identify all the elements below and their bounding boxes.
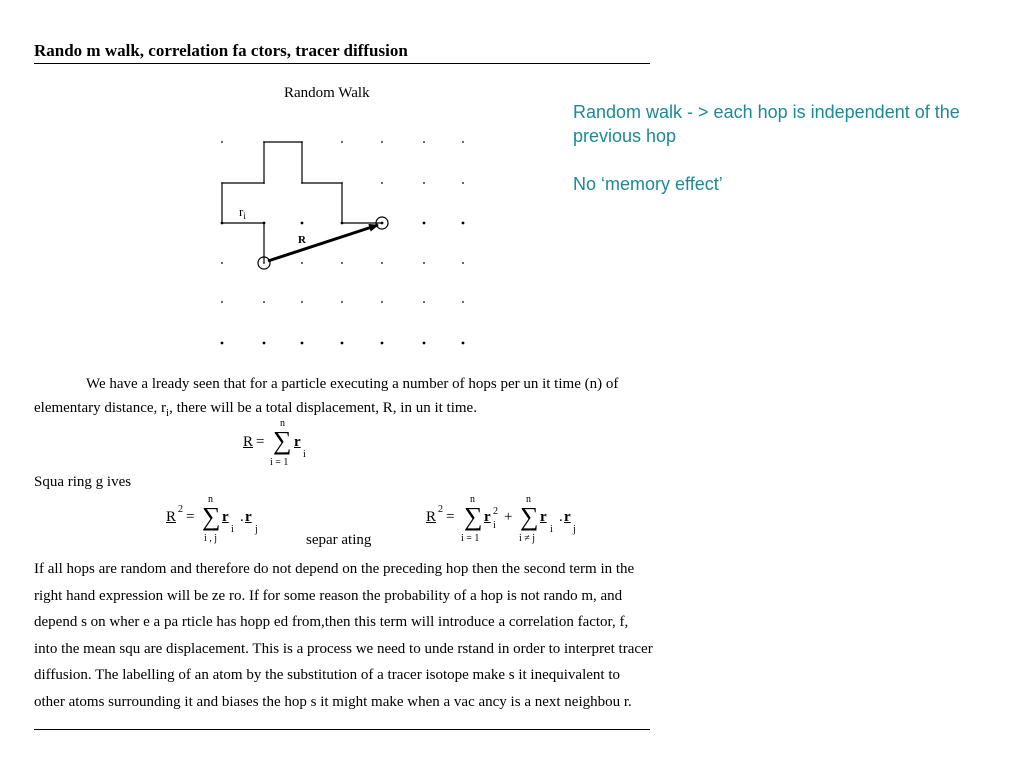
lattice-point xyxy=(221,342,224,345)
lattice-point xyxy=(462,301,464,303)
lattice-point xyxy=(301,342,304,345)
lattice-point xyxy=(381,182,383,184)
lattice-point xyxy=(462,342,465,345)
lattice-points xyxy=(221,141,465,344)
lattice-point xyxy=(221,301,223,303)
lattice-point xyxy=(301,301,303,303)
lattice-point xyxy=(423,342,426,345)
lattice-point xyxy=(462,222,465,225)
side-note-independent: Random walk - > each hop is independent of the previous hop xyxy=(573,102,960,146)
lattice-point xyxy=(381,342,384,345)
summation-symbol: ∑ xyxy=(520,502,539,531)
summation-symbol: ∑ xyxy=(464,502,483,531)
displacement-arrow xyxy=(268,225,378,261)
lattice-point xyxy=(301,222,304,225)
separating-label: separ ating xyxy=(306,532,372,548)
side-note-memory: No ‘memory effect’ xyxy=(573,174,723,194)
side-notes xyxy=(573,100,973,196)
lattice-point xyxy=(423,262,425,264)
lattice-point xyxy=(221,141,223,143)
lattice-point xyxy=(341,141,343,143)
summation-symbol: ∑ xyxy=(202,502,221,531)
lattice-point xyxy=(381,141,383,143)
lattice-point xyxy=(341,342,344,345)
lattice-point xyxy=(263,301,265,303)
displacement-label: R xyxy=(298,234,306,246)
lattice-point xyxy=(301,262,303,264)
lattice-point xyxy=(341,262,343,264)
paragraph-correlation: If all hops are random and therefore do not depend on the preceding hop then the second term in the right hand expression will be ze ro. If for some reason the probability of a hop is not rando m, and depend s on wher e a pa rticle has hopp ed from,then this term will introduce a correlation factor, f, into the mean squ are displacement. This is a process we need to unde rstand in order to interpret tracer diffusion. The labelling of an atom by the substitution of a tracer isotope make s it inequivalent to other atoms surrounding it and biases the hop s it might make when a vac ancy is a next neighbou r. xyxy=(34,561,653,710)
lattice-point xyxy=(423,141,425,143)
lattice-point xyxy=(462,182,464,184)
bottom-rule xyxy=(34,729,650,730)
lattice-point xyxy=(381,301,383,303)
lattice-point xyxy=(462,141,464,143)
squaring-label: Squa ring g ives xyxy=(34,474,132,490)
lattice-point xyxy=(381,262,383,264)
lattice-point xyxy=(423,182,425,184)
lattice-point xyxy=(221,262,223,264)
hop-label: $r_i$ xyxy=(239,204,246,221)
lattice-point xyxy=(423,301,425,303)
lattice-point xyxy=(341,301,343,303)
summation-symbol: ∑ xyxy=(273,426,292,455)
page-title: Rando m walk, correlation fa ctors, tracer diffusion xyxy=(34,41,408,60)
figure-title: Random Walk xyxy=(284,85,370,101)
lattice-point xyxy=(263,342,266,345)
lattice-point xyxy=(423,222,426,225)
lattice-point xyxy=(462,262,464,264)
paragraph-intro: We have a lready seen that for a particle executing a number of hops per un it time (n) of elementary distance, $r_i$, there will be a total displacement, R, in un it time. xyxy=(34,376,619,419)
